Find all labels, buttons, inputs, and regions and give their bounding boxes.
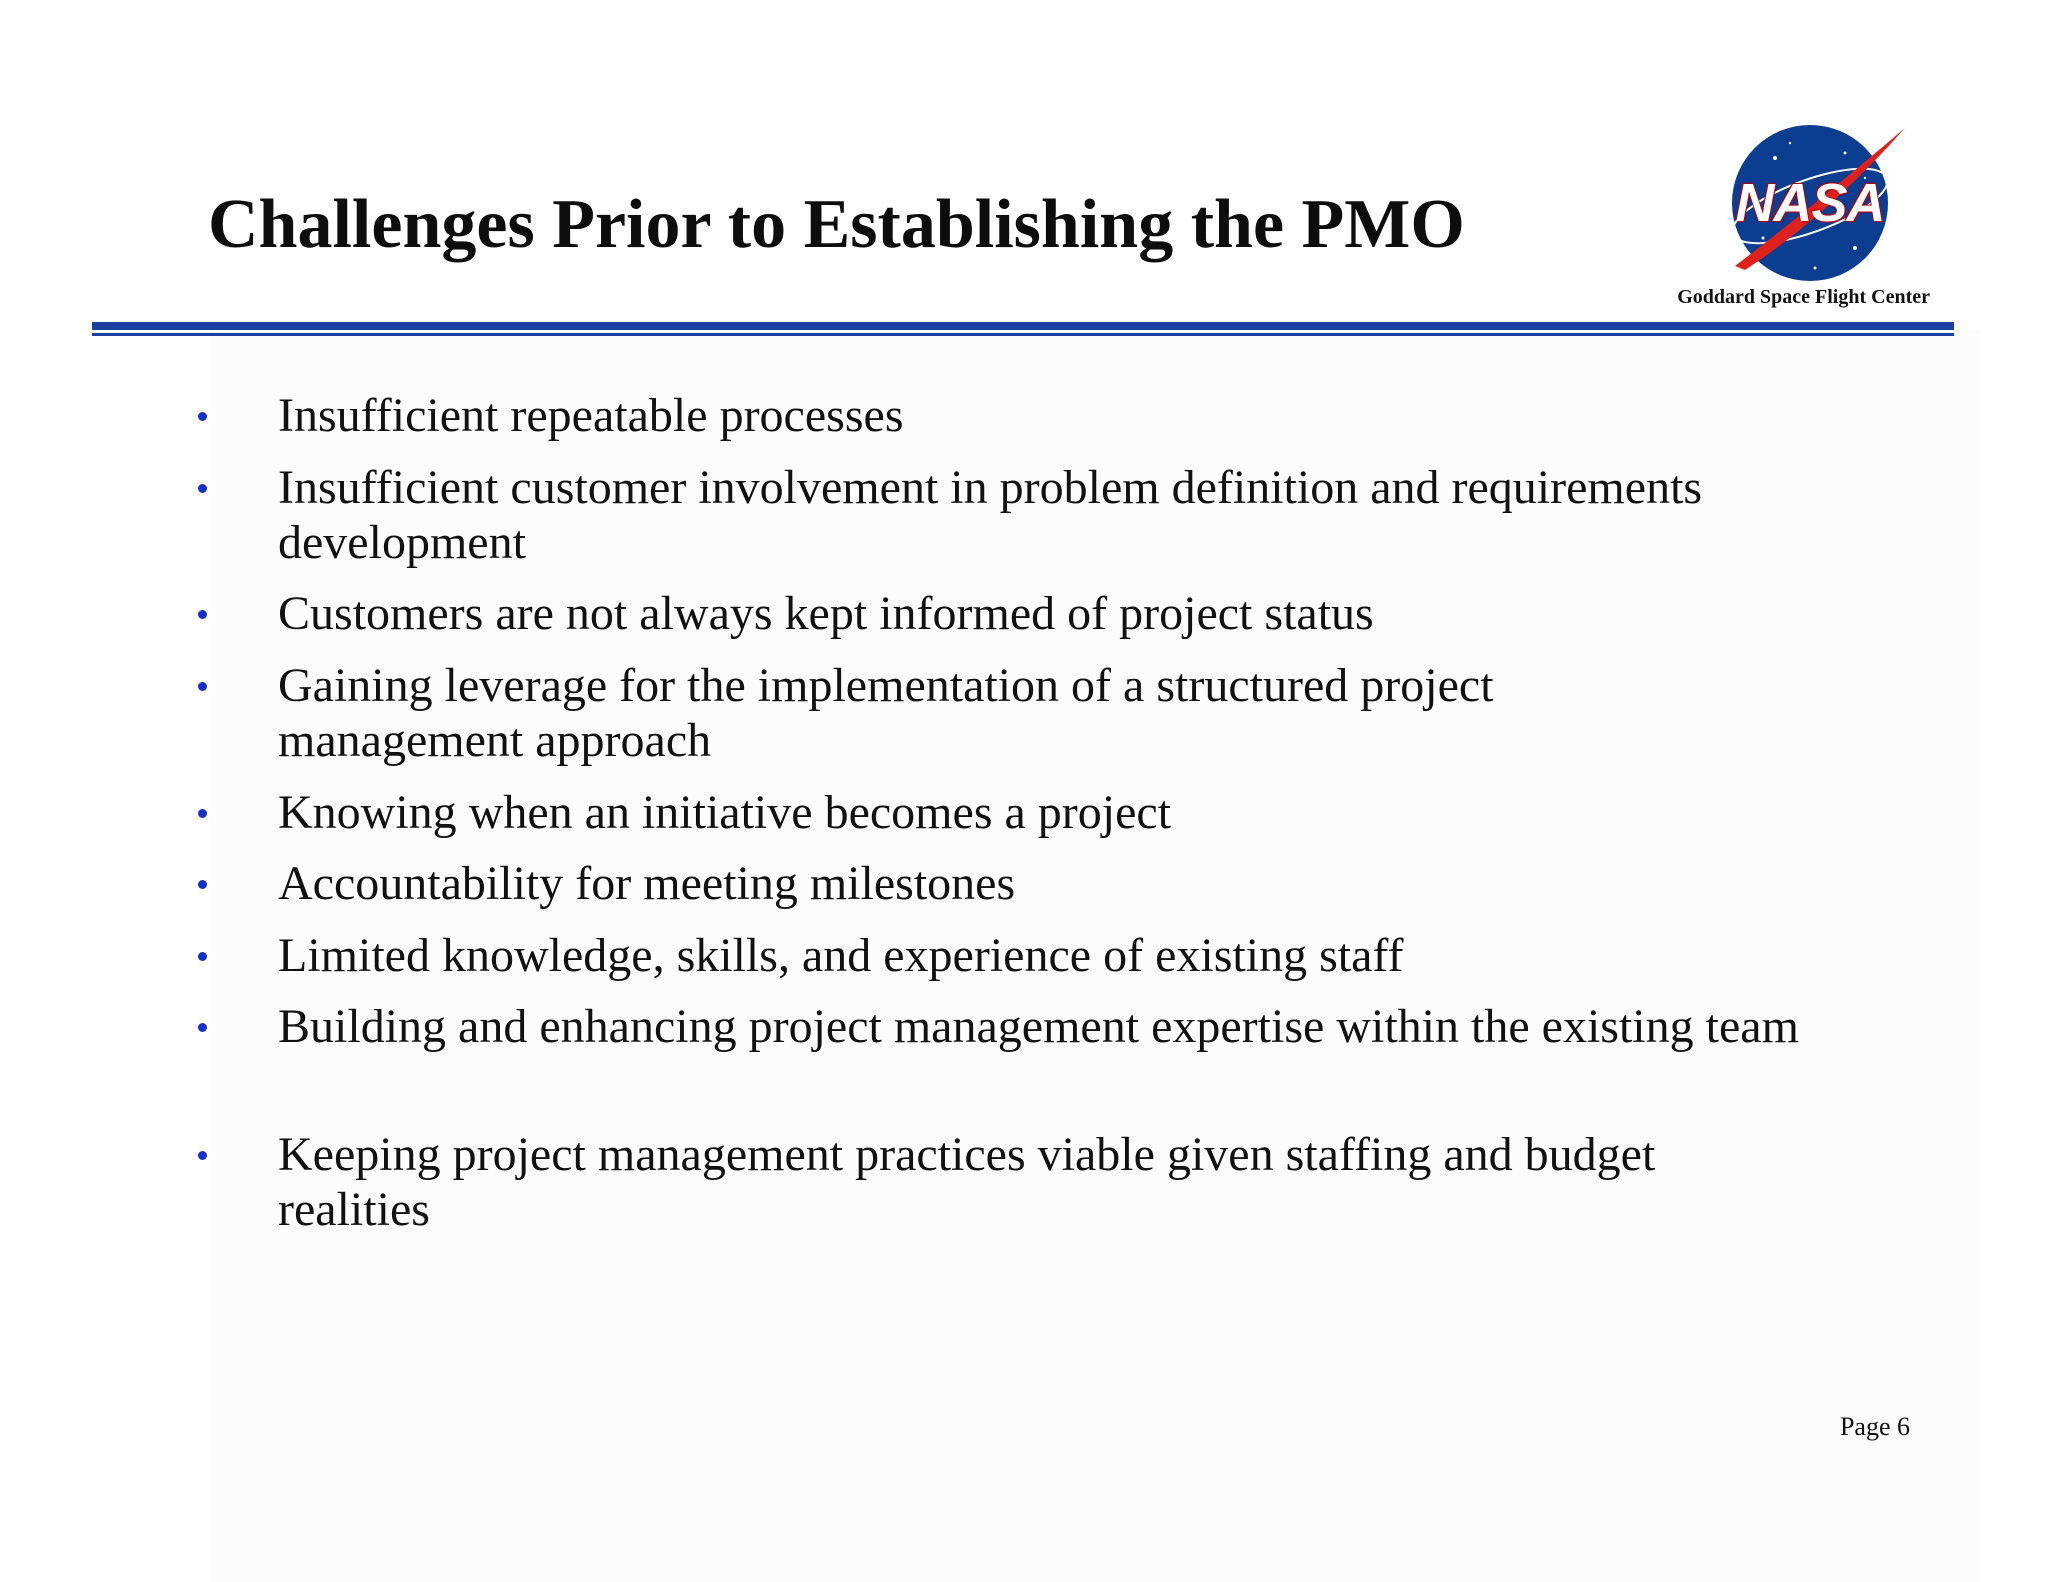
bullet-dot-icon xyxy=(198,1151,207,1160)
bullet-dot-icon xyxy=(198,880,207,889)
bullet-text: Knowing when an initiative becomes a project xyxy=(278,786,1172,839)
bullet-dot-icon xyxy=(198,412,207,421)
bullet-text: Insufficient repeatable processes xyxy=(278,389,904,442)
bullet-item xyxy=(190,1127,1850,1237)
bullet-text: Building and enhancing project management expertise within the existing team xyxy=(278,1000,1799,1053)
bullet-text: Gaining leverage for the implementation of a structured project management approach xyxy=(278,659,1494,767)
page-number: Page 6 xyxy=(1839,1412,1910,1441)
bullet-dot-icon xyxy=(198,952,207,961)
bullet-text: Insufficient customer involvement in problem definition and requirements development xyxy=(278,461,1703,569)
bullet-dot-icon xyxy=(198,682,207,691)
nasa-wordmark: NASA xyxy=(1735,173,1885,233)
bullet-dot-icon xyxy=(198,484,207,493)
bullet-dot-icon xyxy=(198,1023,207,1032)
center-name: Goddard Space Flight Center xyxy=(1677,286,1930,308)
bullet-item xyxy=(190,658,1850,768)
bullet-text: Customers are not always kept informed of project status xyxy=(278,587,1374,640)
bullet-item xyxy=(190,785,1850,840)
bullet-item xyxy=(190,460,1850,570)
bullet-dot-icon xyxy=(198,610,207,619)
bullet-item xyxy=(190,856,1850,911)
slide-title: Challenges Prior to Establishing the PMO xyxy=(208,186,1465,263)
bullet-item xyxy=(190,928,1850,983)
bullet-item xyxy=(190,586,1850,641)
bullet-text: Keeping project management practices viable given staffing and budget realities xyxy=(278,1128,1656,1236)
bullet-item xyxy=(190,999,1850,1054)
bullet-text: Accountability for meeting milestones xyxy=(278,857,1016,910)
bullet-text: Limited knowledge, skills, and experience of existing staff xyxy=(278,929,1404,982)
bullet-item xyxy=(190,388,1850,443)
bullet-dot-icon xyxy=(198,809,207,818)
